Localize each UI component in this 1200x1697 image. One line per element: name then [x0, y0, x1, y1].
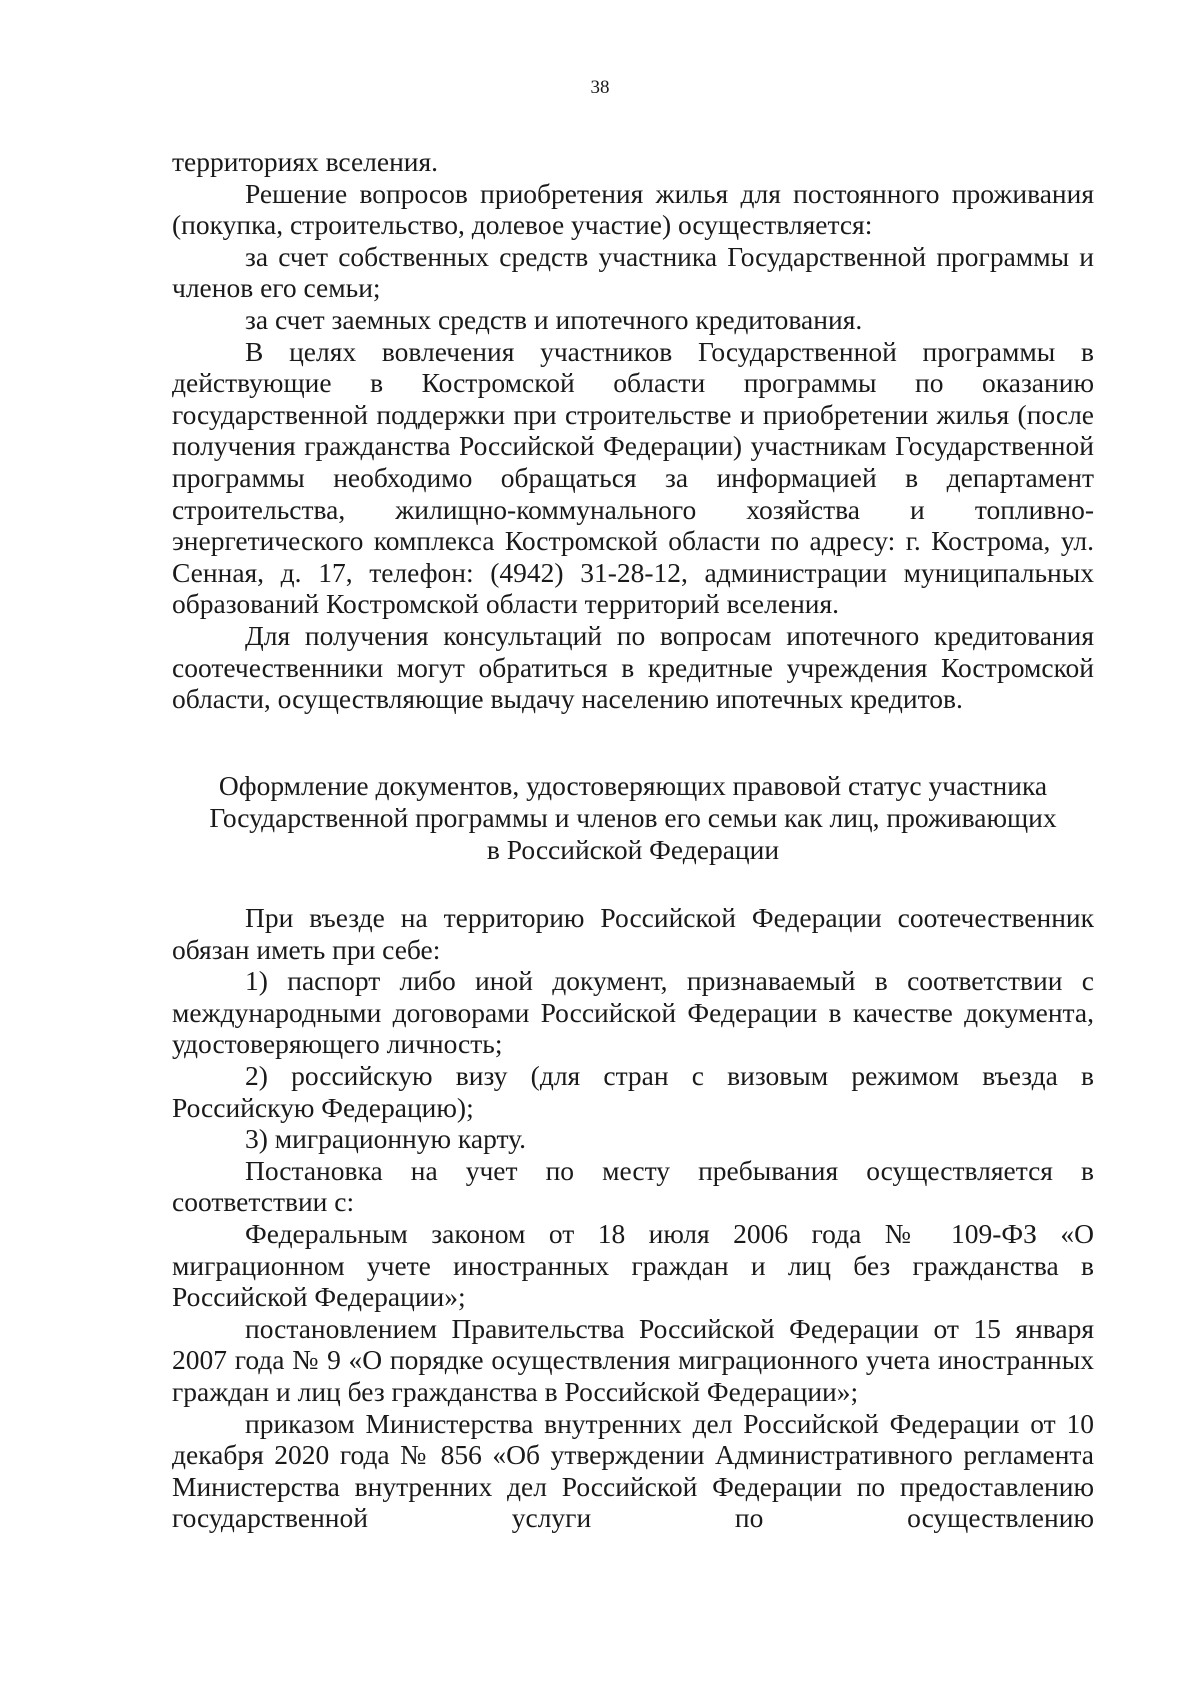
heading-line: Оформление документов, удостоверяющих правовой статус участника: [218, 770, 1048, 801]
paragraph-borrowed-funds: за счет заемных средств и ипотечного кредитования.: [245, 303, 863, 335]
list-item-migration-card: 3) миграционную карту.: [245, 1123, 526, 1155]
list-item-visa: 2) российскую визу (для стран с визовым режимом въезда в Российскую Федерацию);: [172, 1059, 1094, 1123]
paragraph-ministry-order: приказом Министерства внутренних дел Российской Федерации от 10 декабря 2020 года № 856 «Об утверждении Административного регламента Министерства внутренних дел Российской Федерации по предоставлению государственной услуги по осуществлению: [172, 1407, 1094, 1534]
paragraph-housing-purchase: Решение вопросов приобретения жилья для постоянного проживания (покупка, строительство, долевое участие) осуществляется:: [172, 177, 1094, 241]
page-number: 38: [590, 77, 610, 98]
paragraph-government-resolution: постановлением Правительства Российской Федерации от 15 января 2007 года № 9 «О порядке осуществления миграционного учета иностранных граждан и лиц без гражданства в Российской Федерации»;: [172, 1312, 1094, 1407]
section-heading: [172, 770, 1094, 866]
paragraph-continuation: территориях вселения.: [172, 146, 439, 177]
heading-line: Государственной программы и членов его семьи как лиц, проживающих: [209, 802, 1057, 833]
paragraph-state-support: В целях вовлечения участников Государственной программы в действующие в Костромской области программы по оказанию государственной поддержки при строительстве и приобретении жилья (после получения гражданства Российской Федерации) участникам Государственной программы необходимо обращаться за информацией в департамент строительства, жилищно-коммунального хозяйства и топливно-энергетического комплекса Костромской области по адресу: г. Кострома, ул. Сенная, д. 17, телефон: (4942) 31-28-12, администрации муниципальных образований Костромской области территорий вселения.: [172, 335, 1094, 620]
paragraph-own-funds: за счет собственных средств участника Государственной программы и членов его семьи;: [172, 240, 1094, 304]
paragraph-mortgage-consultation: Для получения консультаций по вопросам ипотечного кредитования соотечественники могут обратиться в кредитные учреждения Костромской области, осуществляющие выдачу населению ипотечных кредитов.: [172, 619, 1094, 715]
list-item-passport: 1) паспорт либо иной документ, признаваемый в соответствии с международными договорами Российской Федерации в качестве документа, удостоверяющего личность;: [172, 965, 1094, 1060]
body-section-housing: [172, 146, 1094, 715]
paragraph-federal-law: Федеральным законом от 18 июля 2006 года № 109-ФЗ «О миграционном учете иностранных граждан и лиц без гражданства в Российской Федерации»;: [172, 1217, 1094, 1313]
heading-line: в Российской Федерации: [486, 834, 780, 865]
paragraph-entry-requirements: При въезде на территорию Российской Федерации соотечественник обязан иметь при себе:: [172, 902, 1094, 965]
body-section-documents: [172, 902, 1094, 1534]
paragraph-registration: Постановка на учет по месту пребывания осуществляется в соответствии с:: [172, 1154, 1094, 1218]
